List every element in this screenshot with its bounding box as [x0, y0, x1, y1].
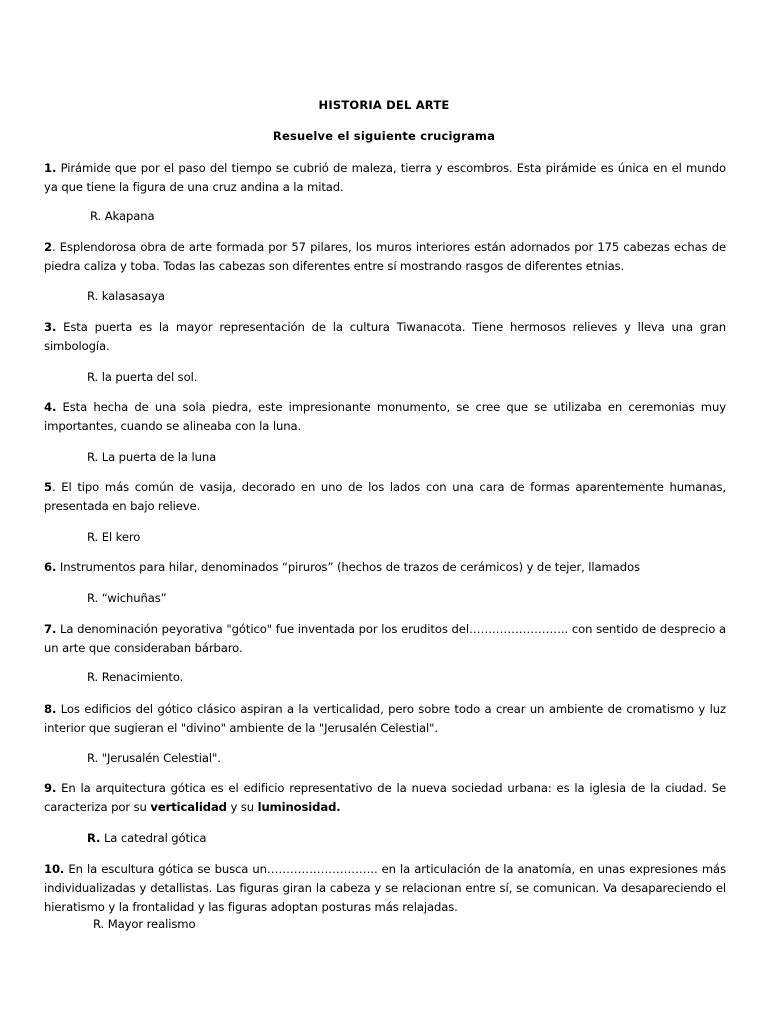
question-number: 8.	[44, 702, 57, 716]
question-text: En la escultura gótica se busca un……………………….. en la articulación de la anatomía, en unas expresiones más individualizadas y detallistas. Las figuras giran la cabeza y se relacionan entre sí, se comunican. Va desapareciendo el hieratismo y la frontalidad y las figuras adoptan posturas más relajadas.	[44, 862, 727, 914]
bold-term: luminosidad.	[257, 800, 341, 814]
question-text: Esta hecha de una sola piedra, este impresionante monumento, se cree que se utilizaba en ceremonias muy importantes, cuando se alineaba con la luna.	[44, 400, 726, 433]
question-6	[44, 558, 726, 577]
question-text-connector: y su	[226, 800, 258, 814]
question-text: Pirámide que por el paso del tiempo se cubrió de maleza, tierra y escombros. Esta pirámide es única en el mundo ya que tiene la figura de una cruz andina a la mitad.	[44, 161, 726, 194]
question-text: En la arquitectura gótica es el edificio representativo de la nueva sociedad urbana: es la iglesia de la ciudad. Se caracteriza por su	[44, 781, 726, 814]
answer-4: R. La puerta de la luna	[87, 450, 217, 464]
question-number: 10.	[44, 862, 65, 876]
question-number: 4.	[44, 400, 57, 414]
question-8	[44, 700, 726, 738]
question-text: . Esplendorosa obra de arte formada por 57 pilares, los muros interiores están adornados por 175 cabezas echas de piedra caliza y toba. Todas las cabezas son diferentes entre sí mostrando rasgos de diferentes etnias.	[44, 240, 726, 273]
question-text: . El tipo más común de vasija, decorado en uno de los lados con una cara de formas aparentemente humanas, presentada en bajo relieve.	[44, 480, 726, 513]
question-text: Los edificios del gótico clásico aspiran a la verticalidad, pero sobre todo a crear un ambiente de cromatismo y luz interior que sugieran el "divino" ambiente de la "Jerusalén Celestial".	[44, 702, 726, 735]
question-number: 7.	[44, 622, 57, 636]
question-text: Esta puerta es la mayor representación de la cultura Tiwanacota. Tiene hermosos relieves y lleva una gran simbología.	[44, 320, 726, 353]
answer-7: R. Renacimiento.	[87, 670, 184, 684]
question-text: La denominación peyorativa "gótico" fue inventada por los eruditos del…………………….. con sentido de desprecio a un arte que consideraban bárbaro.	[44, 622, 726, 655]
question-9	[44, 779, 726, 817]
bold-term: verticalidad	[150, 800, 227, 814]
answer-1: R. Akapana	[90, 209, 155, 223]
question-10	[44, 860, 726, 917]
question-2	[44, 238, 726, 276]
question-text: Instrumentos para hilar, denominados “piruros” (hechos de trazos de cerámicos) y de tejer, llamados	[59, 560, 640, 574]
page-title: HISTORIA DEL ARTE	[318, 98, 450, 112]
question-5	[44, 478, 726, 516]
question-number: 2	[44, 240, 52, 254]
question-3	[44, 318, 726, 356]
question-1	[44, 159, 726, 197]
question-7	[44, 620, 726, 658]
question-number: 5	[44, 480, 52, 494]
answer-2: R. kalasasaya	[87, 289, 165, 303]
answer-5: R. El kero	[87, 530, 141, 544]
answer-prefix: R.	[87, 831, 101, 845]
answer-text: La catedral gótica	[100, 831, 207, 845]
page-subtitle: Resuelve el siguiente crucigrama	[272, 129, 496, 143]
answer-6: R. “wichuñas”	[87, 591, 167, 605]
answer-8: R. "Jerusalén Celestial".	[87, 751, 221, 765]
answer-9	[87, 829, 206, 848]
question-number: 6.	[44, 560, 57, 574]
question-4	[44, 398, 726, 436]
answer-3: R. la puerta del sol.	[87, 370, 198, 384]
question-number: 1.	[44, 161, 57, 175]
question-number: 3.	[44, 320, 57, 334]
answer-10: R. Mayor realismo	[93, 917, 196, 931]
question-number: 9.	[44, 781, 57, 795]
